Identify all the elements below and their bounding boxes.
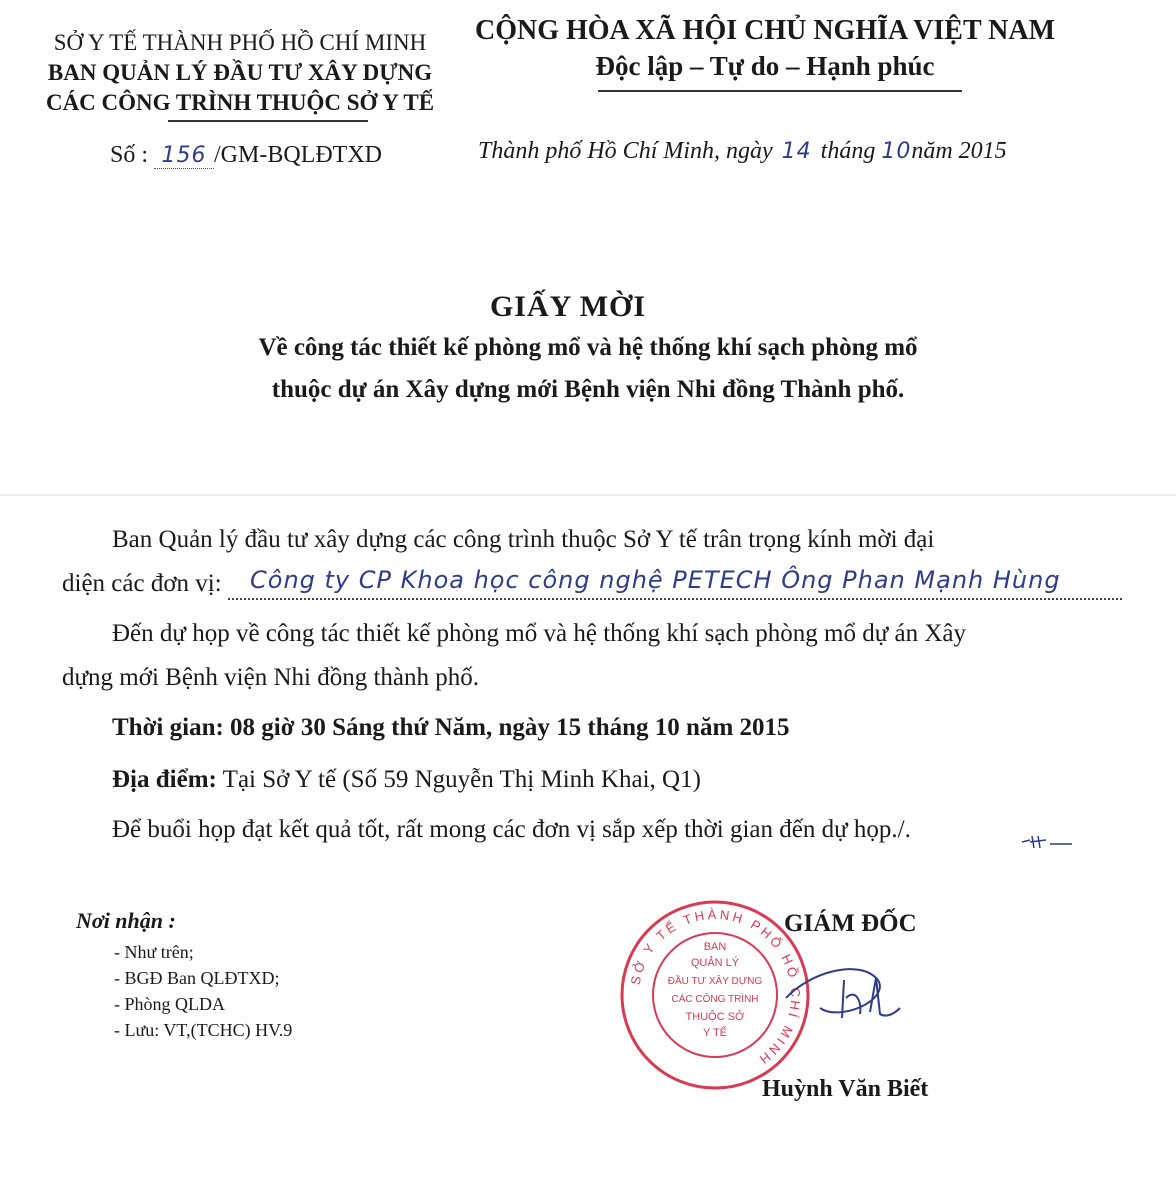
location-value: Tại Sở Y tế (Số 59 Nguyễn Thị Minh Khai, Q1) bbox=[222, 766, 701, 793]
country-name: CỘNG HÒA XÃ HỘI CHỦ NGHĨA VIỆT NAM bbox=[474, 15, 1056, 46]
body-para2-line1: Đến dự họp về công tác thiết kế phòng mổ và hệ thống khí sạch phòng mổ dự án Xây bbox=[112, 620, 967, 647]
motto-underline bbox=[598, 90, 962, 92]
date-day-handwritten: 14 bbox=[781, 139, 812, 164]
agency-name-line1: BAN QUẢN LÝ ĐẦU TƯ XÂY DỰNG bbox=[47, 60, 433, 85]
seal-line: THUỘC SỞ bbox=[685, 1011, 745, 1023]
body-para1-line2 bbox=[62, 570, 222, 598]
meeting-time: Thời gian: 08 giờ 30 Sáng thứ Năm, ngày 15 tháng 10 năm 2015 bbox=[112, 714, 790, 741]
seal-line: QUẢN LÝ bbox=[690, 957, 740, 969]
date-prefix: Thành phố Hồ Chí Minh, ngày bbox=[478, 138, 773, 164]
header-left bbox=[20, 28, 460, 118]
document-subtitle-line2: thuộc dự án Xây dựng mới Bệnh viện Nhi đồng Thành phố. bbox=[271, 376, 905, 403]
date-month-label: tháng bbox=[820, 138, 876, 164]
invitee-label: diện các đơn vị: bbox=[62, 570, 222, 597]
header-left-underline bbox=[168, 120, 368, 122]
doc-number-suffix: /GM-BQLĐTXD bbox=[214, 142, 383, 168]
document-number bbox=[110, 142, 382, 169]
seal-line: ĐẦU TƯ XÂY DỰNG bbox=[667, 976, 763, 987]
document-subtitle-line1: Về công tác thiết kế phòng mổ và hệ thống khí sạch phòng mổ bbox=[258, 334, 918, 361]
closing-sentence: Để buổi họp đạt kết quả tốt, rất mong các đơn vị sắp xếp thời gian đến dự họp./. bbox=[112, 816, 911, 843]
doc-number-prefix: Số : bbox=[110, 142, 149, 168]
recipient-item: - Lưu: VT,(TCHC) HV.9 bbox=[114, 1020, 293, 1040]
body-para1-line1: Ban Quản lý đầu tư xây dựng các công trình thuộc Sở Y tế trân trọng kính mời đại bbox=[112, 526, 935, 553]
signer-position: GIÁM ĐỐC bbox=[784, 910, 917, 937]
recipients-title: Nơi nhận : bbox=[76, 908, 176, 933]
signer-name: Huỳnh Văn Biết bbox=[762, 1076, 929, 1102]
closing-scribble bbox=[1018, 828, 1078, 852]
recipient-item: - Phòng QLDA bbox=[114, 994, 225, 1014]
doc-number-handwritten: 156 bbox=[154, 143, 214, 169]
agency-parent: SỞ Y TẾ THÀNH PHỐ HỒ CHÍ MINH bbox=[53, 30, 427, 55]
recipient-item: - Như trên; bbox=[114, 942, 194, 962]
location-label: Địa điểm: bbox=[112, 766, 217, 793]
agency-name-line2: CÁC CÔNG TRÌNH THUỘC SỞ Y TẾ bbox=[45, 90, 435, 115]
seal-line: Y TẾ bbox=[702, 1027, 728, 1039]
document-title: GIẤY MỜI bbox=[489, 290, 647, 323]
body-para2-line2: dựng mới Bệnh viện Nhi đồng thành phố. bbox=[62, 664, 480, 691]
invitee-dotted-line bbox=[228, 598, 1122, 600]
handwritten-signature bbox=[780, 958, 920, 1038]
meeting-location bbox=[112, 766, 701, 794]
date-month-handwritten: 10 bbox=[881, 139, 912, 164]
recipient-item: - BGĐ Ban QLĐTXD; bbox=[114, 968, 280, 988]
seal-line: CÁC CÔNG TRÌNH bbox=[671, 994, 759, 1005]
national-motto: Độc lập – Tự do – Hạnh phúc bbox=[595, 51, 935, 81]
paper-fold-line bbox=[0, 494, 1176, 496]
date-year: năm 2015 bbox=[911, 138, 1007, 164]
date-line bbox=[478, 138, 1007, 165]
invitee-handwritten: Công ty CP Khoa học công nghệ PETECH Ông Phan Mạnh Hùng bbox=[250, 566, 1061, 594]
seal-line: BAN bbox=[703, 941, 727, 953]
header-right bbox=[470, 14, 1060, 84]
seal-ring-text: SỞ Y TẾ THÀNH PHỐ HỒ CHÍ MINH bbox=[627, 906, 804, 1069]
